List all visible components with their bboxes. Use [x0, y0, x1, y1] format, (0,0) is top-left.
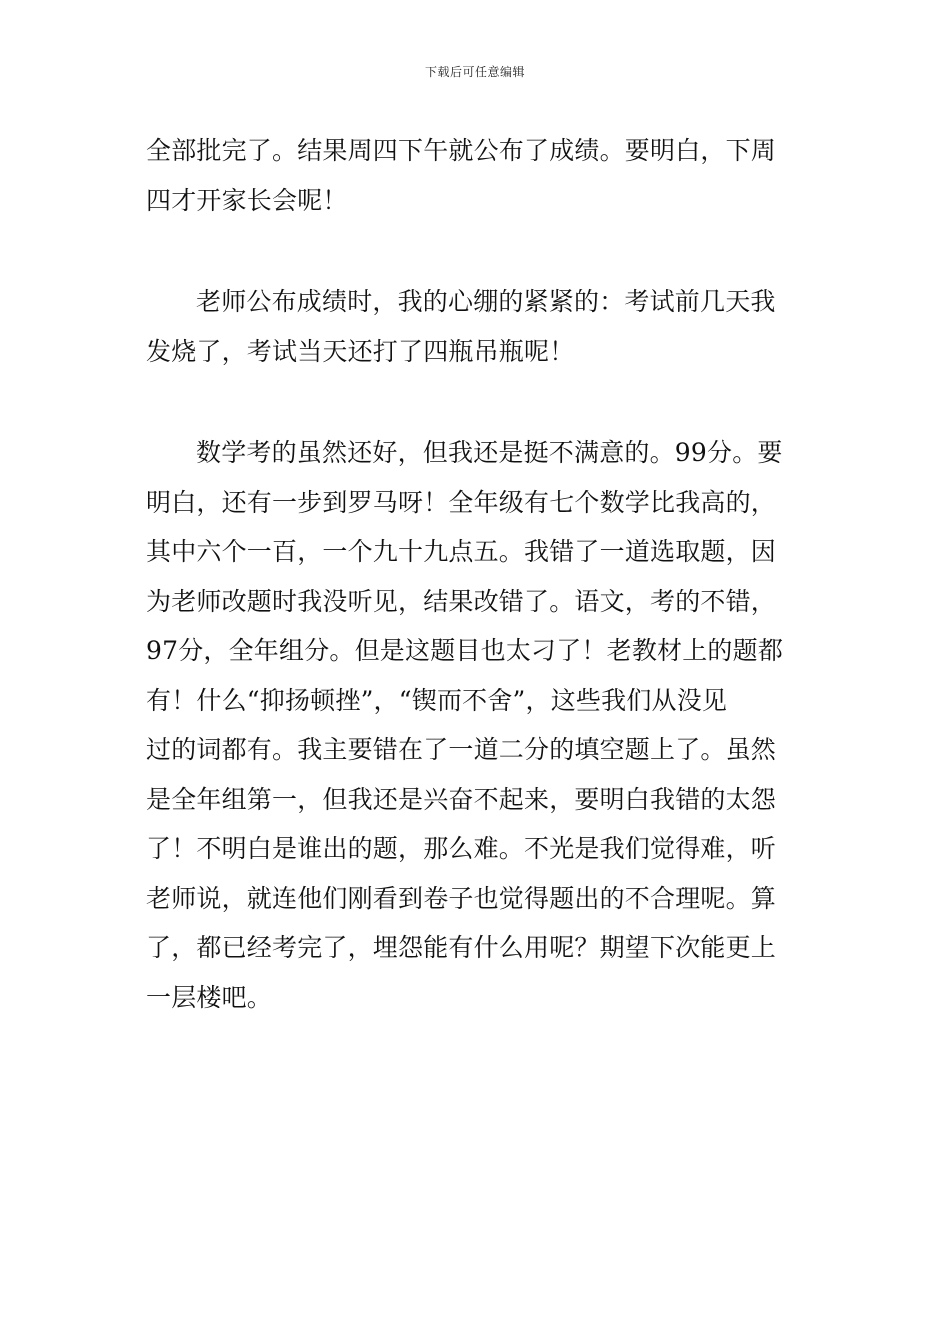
paragraph-spacer [146, 225, 836, 277]
paragraph-line: 数学考的虽然还好，但我还是挺不满意的。99分。要 [196, 438, 783, 467]
paragraph-line: 全部批完了。结果周四下午就公布了成绩。要明白，下周 [146, 136, 777, 165]
paragraph-line: 发烧了，考试当天还打了四瓶吊瓶呢！ [146, 336, 575, 366]
paragraph-line: 97分，全年组分。但是这题目也太刁了！老教材上的题都 [146, 636, 784, 665]
paragraph-line: 明白，还有一步到罗马呀！全年级有七个数学比我高的， [146, 487, 777, 517]
paragraph-line: 是全年组第一，但我还是兴奋不起来，要明白我错的太怨 [146, 784, 777, 814]
paragraph-spacer [146, 376, 836, 428]
paragraph-line: 为老师改题时我没听见，结果改错了。语文，考的不错， [146, 586, 777, 616]
paragraph-line: 一层楼吧。 [146, 982, 273, 1012]
paragraph-line: 老师公布成绩时，我的心绷的紧紧的：考试前几天我 [196, 287, 776, 316]
paragraph-line: 过的词都有。我主要错在了一道二分的填空题上了。虽然 [146, 735, 777, 764]
paragraph-line: 老师说，就连他们刚看到卷子也觉得题出的不合理呢。算 [146, 883, 777, 913]
page-header: 下载后可任意编辑 [424, 65, 525, 79]
paragraph-line: 有！什么“抑扬顿挫”，“锲而不舍”，这些我们从没见 [146, 685, 728, 715]
paragraph-3 [146, 428, 836, 1022]
paragraph-2 [146, 277, 836, 376]
paragraph-1 [146, 126, 836, 225]
paragraph-line: 其中六个一百，一个九十九点五。我错了一道选取题，因 [146, 537, 777, 566]
paragraph-line: 四才开家长会呢！ [146, 185, 348, 215]
paragraph-line: 了！不明白是谁出的题，那么难。不光是我们觉得难，听 [146, 834, 777, 863]
document-body [146, 126, 836, 1022]
paragraph-line: 了，都已经考完了，埋怨能有什么用呢？期望下次能更上 [146, 933, 777, 962]
